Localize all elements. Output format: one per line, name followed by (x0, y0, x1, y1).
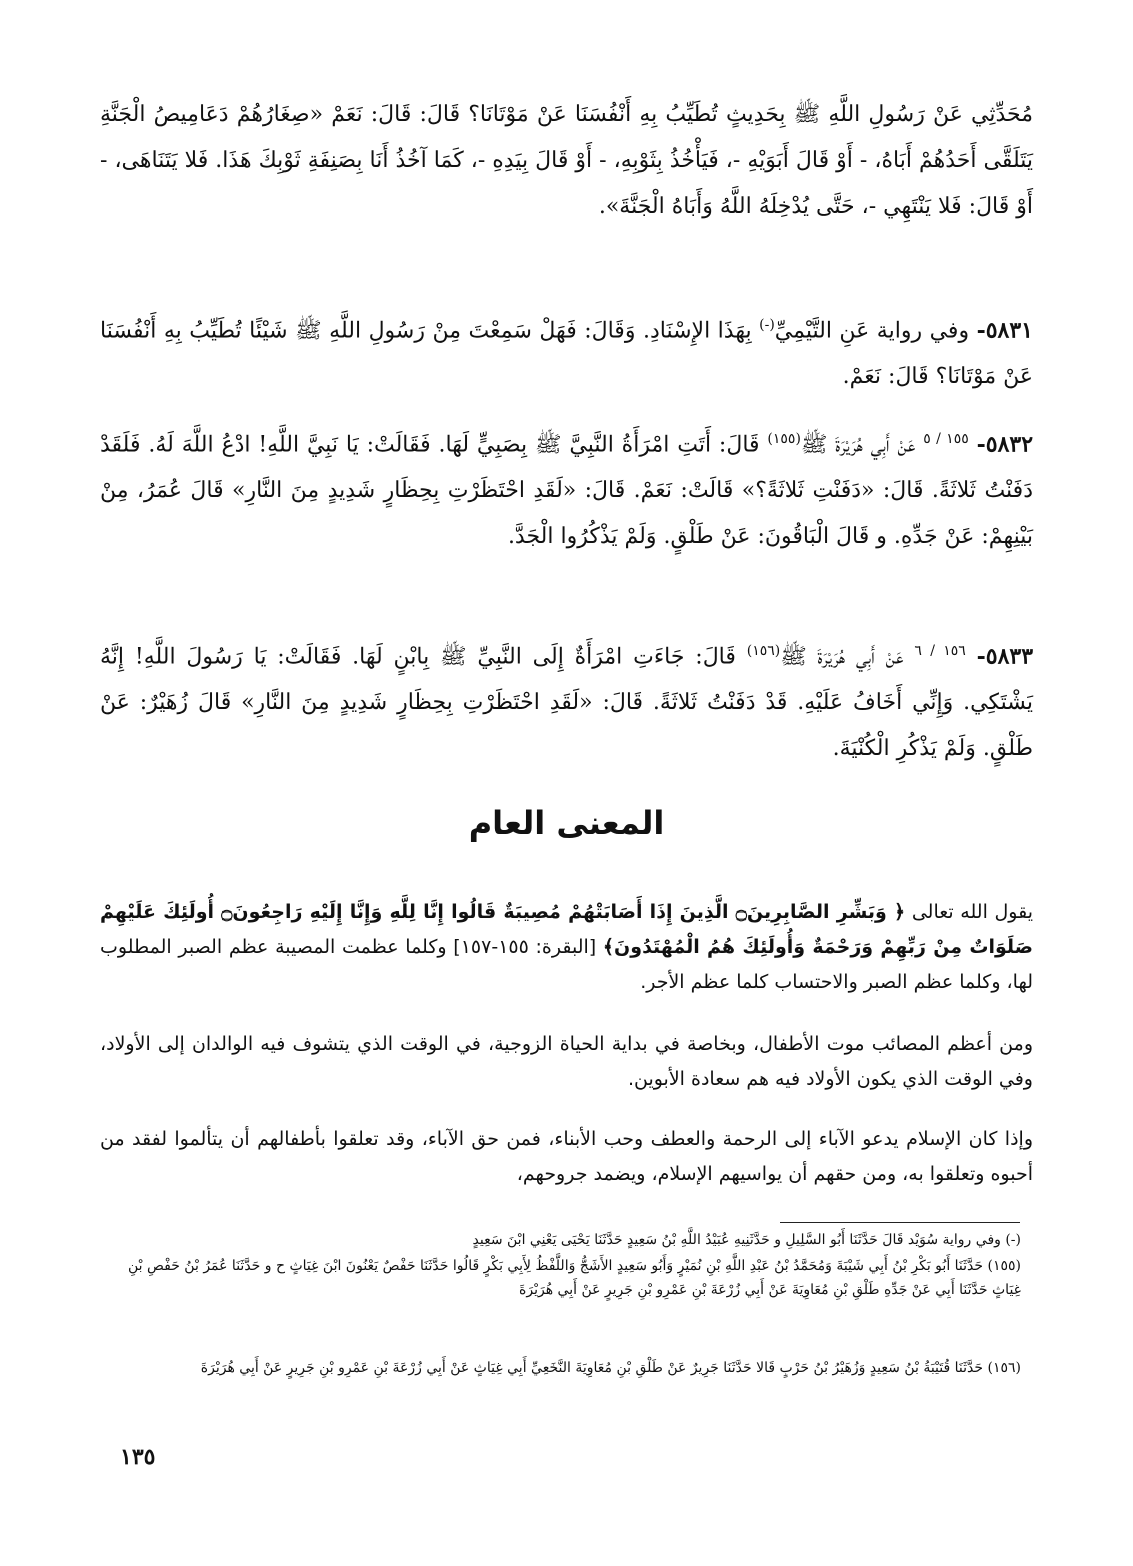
hadith-5830-continuation (100, 92, 1033, 230)
margin-ref: ١٥٥ / ٥ (923, 431, 969, 447)
footnote-ref: (-) (759, 317, 775, 333)
hadith-number: ٥٨٣٢- (976, 431, 1034, 458)
footnote-divider (780, 1222, 1020, 1223)
footnote-2: (١٥٥) حَدَّثَنَا أَبُو بَكْرِ بْنُ أَبِي شَيْبَةَ وَمُحَمَّدُ بْنُ عَبْدِ اللَّهِ بْنِ نُمَيْرٍ وَأَبُو سَعِيدٍ الأَشَجُّ وَاللَّفْظُ لِأَبِي بَكْرٍ قَالُوا حَدَّثَنَا حَفْصٌ يَعْنُونَ ابْنَ غِيَاثٍ ح و حَدَّثَنَا عُمَرُ بْنُ حَفْصِ بْنِ غِيَاثٍ حَدَّثَنَا أَبِي عَنْ جَدِّهِ طَلْقِ بْنِ مُعَاوِيَةَ عَنْ أَبِي زُرْعَةَ بْنِ عَمْرِو بْنِ جَرِيرٍ عَنْ أَبِي هُرَيْرَةَ (127, 1258, 1021, 1298)
paragraph-2: ومن أعظم المصائب موت الأطفال، وبخاصة في بداية الحياة الزوجية، في الوقت الذي يتشوف فيه الوالدان إلى الأولاد، وفي الوقت الذي يكون الأولاد فيه هم سعادة الأبوين. (100, 1033, 1033, 1090)
paragraph-intro: يقول الله تعالى (911, 901, 1033, 923)
hadith-text-a: عَنْ أَبِي هُرَيْرَةَ ﷺ (780, 644, 904, 670)
hadith-5831 (100, 302, 1033, 400)
hadith-text-b: بِهَذَا الإِسْنَادِ. وَقَالَ: فَهَلْ سَمِعْتَ مِنْ رَسُولِ اللَّهِ ﷺ شَيْئًا تُطَيِّبُ بِهِ أَنْفُسَنَا عَنْ مَوْتَانَا؟ قَالَ: نَعَمْ. (100, 318, 1033, 390)
paragraph-3: وإذا كان الإسلام يدعو الآباء إلى الرحمة والعطف وحب الأبناء، فمن حق الآباء، وقد تعلقوا بأطفالهم أن يتألموا لفقد من أحبوه وتعلقوا به، ومن حقهم أن يواسيهم الإسلام، ويضمد جروحهم، (100, 1128, 1033, 1185)
quran-verse: ﴿ وَبَشِّرِ الصَّابِرِينَ۝ الَّذِينَ إِذَا أَصَابَتْهُمْ مُصِيبَةٌ قَالُوا إِنَّا لِلَّهِ وَإِنَّا إِلَيْهِ رَاجِعُونَ۝ أُولَئِكَ عَلَيْهِمْ صَلَوَاتٌ مِنْ رَبِّهِمْ وَرَحْمَةٌ وَأُولَئِكَ هُمُ الْمُهْتَدُونَ﴾ (100, 901, 1033, 958)
hadith-5832 (100, 416, 1033, 560)
hadith-text: مُحَدِّثِي عَنْ رَسُولِ اللَّهِ ﷺ بِحَدِيثٍ تُطَيِّبُ بِهِ أَنْفُسَنَا عَنْ مَوْتَانَا؟ قَالَ: قَالَ: نَعَمْ «صِغَارُهُمْ دَعَامِيصُ الْجَنَّةِ يَتَلَقَّى أَحَدُهُمْ أَبَاهُ، - أَوْ قَالَ أَبَوَيْهِ -، فَيَأْخُذُ بِثَوْبِهِ، - أَوْ قَالَ بِيَدِهِ -، كَمَا آخُذُ أَنَا بِصَنِفَةِ ثَوْبِكَ هَذَا. فَلا يَتَنَاهَى، - أَوْ قَالَ: فَلا يَنْتَهِي -، حَتَّى يُدْخِلَهُ اللَّهُ وَأَبَاهُ الْجَنَّةَ». (100, 102, 1033, 219)
hadith-number: ٥٨٣١- (976, 317, 1033, 344)
hadith-number: ٥٨٣٣- (976, 643, 1034, 670)
hadith-text-b: قَالَ: جَاءَتِ امْرَأَةٌ إِلَى النَّبِيِّ ﷺ بِابْنٍ لَهَا. فَقَالَتْ: يَا رَسُولَ اللَّهِ! إِنَّهُ يَشْتَكِي. وَإِنِّي أَخَافُ عَلَيْهِ. قَدْ دَفَنْتُ ثَلاثَةً. قَالَ: «لَقَدِ احْتَظَرْتِ بِحِظَارٍ شَدِيدٍ مِنَ النَّارِ» قَالَ زُهَيْرٌ: عَنْ طَلْقٍ. وَلَمْ يَذْكُرِ الْكُنْيَةَ. (100, 644, 1033, 762)
hadith-5833 (100, 628, 1033, 772)
hadith-text-a: عَنْ أَبِي هُرَيْرَةَ ﷺ (800, 432, 916, 458)
margin-ref: ١٥٦ / ٦ (914, 643, 966, 659)
section-title: المعنى العام (468, 804, 665, 842)
hadith-text-a: وفي رواية عَنِ التَّيْمِيِّ (774, 318, 970, 344)
footnote-ref: (١٥٥) (767, 431, 801, 447)
footnote-3: (١٥٦) حَدَّثَنَا قُتَيْبَةُ بْنُ سَعِيدٍ وَزُهَيْرُ بْنُ حَرْبٍ قَالا حَدَّثَنَا جَرِيرٌ عَنْ طَلْقِ بْنِ مُعَاوِيَةَ النَّخَعِيِّ أَبِي غِيَاثٍ عَنْ أَبِي زُرْعَةَ بْنِ عَمْرِو بْنِ جَرِيرٍ عَنْ أَبِي هُرَيْرَةَ (200, 1360, 1021, 1376)
page-number: ١٣٥ (120, 1444, 156, 1470)
footnote-1: (-) وفي رواية سُوَيْد قَالَ حَدَّثَنَا أَبُو السَّلِيلِ و حَدَّثَنِيهِ عُبَيْدُ اللَّهِ بْنُ سَعِيدٍ حَدَّثَنَا يَحْيَى يَعْنِي ابْنَ سَعِيدٍ (472, 1232, 1021, 1248)
hadith-text-b: قَالَ: أَتَتِ امْرَأَةُ النَّبِيَّ ﷺ بِصَبِيٍّ لَهَا. فَقَالَتْ: يَا نَبِيَّ اللَّهِ! ادْعُ اللَّهَ لَهُ. فَلَقَدْ دَفَنْتُ ثَلاثَةً. قَالَ: «دَفَنْتِ ثَلاثَةً؟» قَالَتْ: نَعَمْ. قَالَ: «لَقَدِ احْتَظَرْتِ بِحِظَارٍ شَدِيدٍ مِنَ النَّارِ» قَالَ عُمَرُ، مِنْ بَيْنِهِمْ: عَنْ جَدِّهِ. و قَالَ الْبَاقُونَ: عَنْ طَلْقٍ. وَلَمْ يَذْكُرُوا الْجَدَّ. (100, 432, 1033, 550)
footnote-ref: (١٥٦) (746, 643, 781, 659)
paragraph-rest: [البقرة: ١٥٥-١٥٧] وكلما عظمت المصيبة عظم الصبر المطلوب لها، وكلما عظم الصبر والاحتساب كلما عظم الأجر. (100, 936, 1033, 993)
paragraph-1 (100, 895, 1033, 1000)
